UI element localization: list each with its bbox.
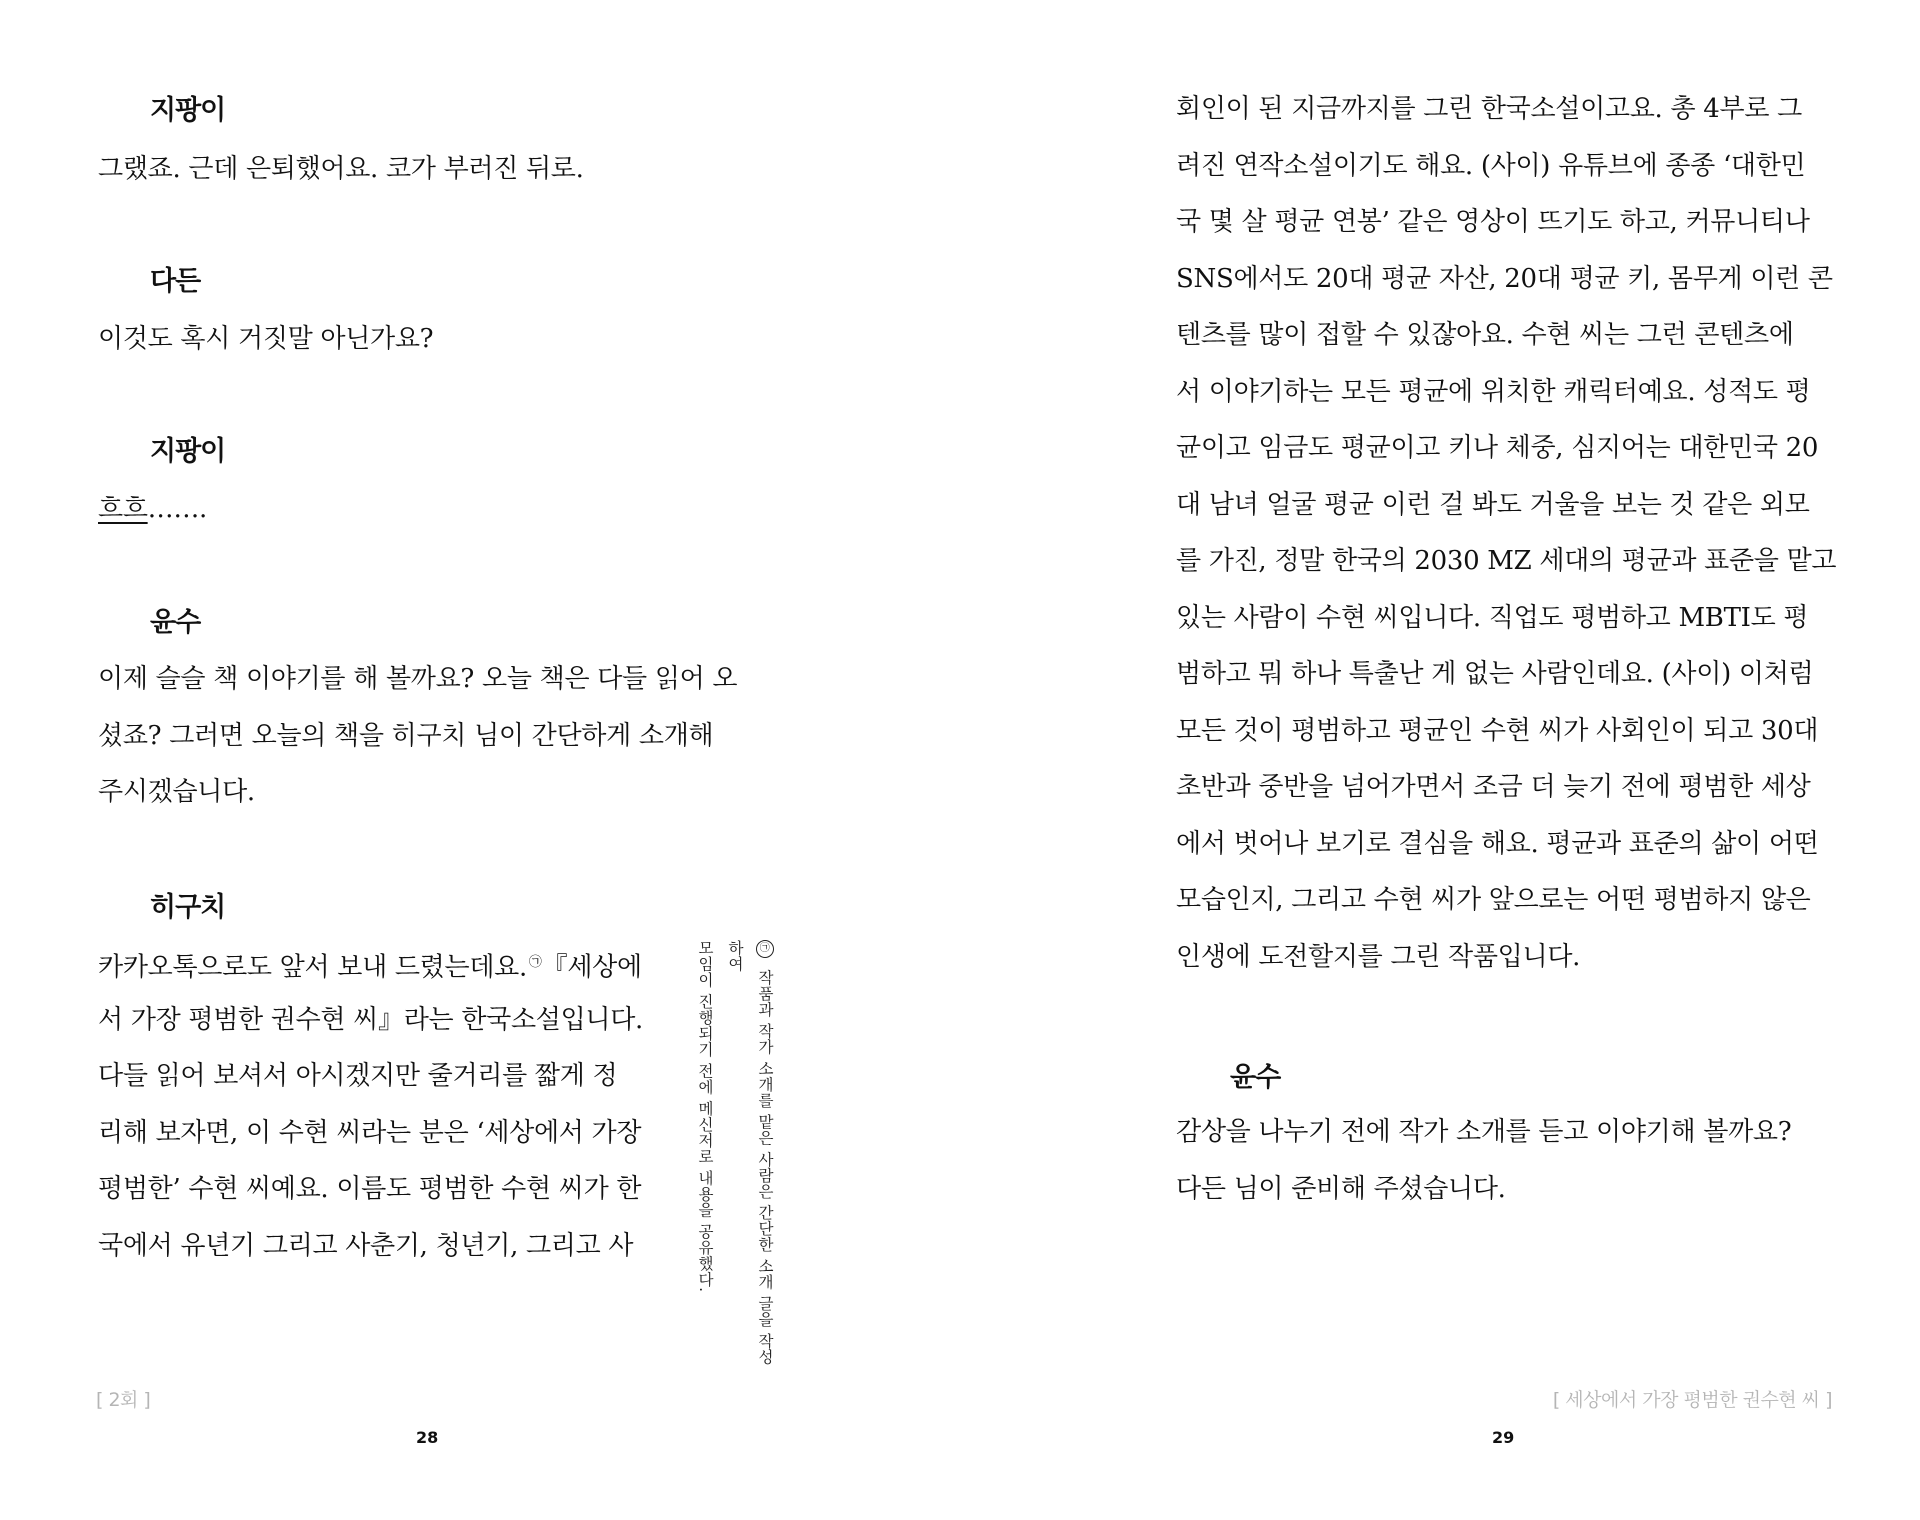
dialogue-line: 이제 슬슬 책 이야기를 해 볼까요? 오늘 책은 다들 읽어 오 — [98, 664, 738, 694]
speaker-name: 히구치 — [150, 892, 226, 923]
dialogue-line — [98, 481, 758, 538]
dialogue-line: 모습인지, 그리고 수현 씨가 앞으로는 어떤 평범하지 않은 — [1176, 885, 1811, 915]
dialogue-paragraph — [98, 481, 758, 538]
dialogue-line: 인생에 도전할지를 그린 작품입니다. — [1176, 941, 1581, 972]
dialogue-line: 셨죠? 그러면 오늘의 책을 히구치 님이 간단하게 소개해 — [98, 720, 714, 751]
dialogue-paragraph — [98, 651, 758, 821]
dialogue-line: 회인이 된 지금까지를 그린 한국소설이고요. 총 4부로 그 — [1176, 94, 1802, 124]
dialogue-line: 초반과 중반을 넘어가면서 조금 더 늦기 전에 평범한 세상 — [1176, 772, 1811, 802]
page-number: 28 — [416, 1428, 439, 1447]
dialogue-line: 텐츠를 많이 접할 수 있잖아요. 수현 씨는 그런 콘텐츠에 — [1176, 320, 1794, 350]
dialogue-line: SNS에서도 20대 평균 자산, 20대 평균 키, 몸무게 이런 콘 — [1176, 263, 1833, 294]
dialogue-line: 서 가장 평범한 권수현 씨』라는 한국소설입니다. — [98, 1004, 643, 1035]
dialogue-line: 그랬죠. 근데 은퇴했어요. 코가 부러진 뒤로. — [98, 154, 584, 184]
dialogue-line: 국 몇 살 평균 연봉’ 같은 영상이 뜨기도 하고, 커뮤니티나 — [1176, 207, 1810, 237]
text-before-note: 카카오톡으로도 앞서 보내 드렸는데요. — [98, 952, 527, 983]
running-head: [ 세상에서 가장 평범한 권수현 씨 ] — [1552, 1389, 1832, 1411]
dialogue-line: 평범한’ 수현 씨예요. 이름도 평범한 수현 씨가 한 — [98, 1174, 642, 1204]
dialogue-paragraph — [1176, 1104, 1856, 1217]
footnote-marker: ㉠ — [756, 940, 774, 958]
speaker-name: 윤수 — [1230, 1062, 1281, 1093]
dialogue-line: 있는 사람이 수현 씨입니다. 직업도 평범하고 MBTI도 평 — [1176, 602, 1809, 633]
dialogue-paragraph — [98, 935, 758, 1274]
footnote-reference-mark: ㉠ — [528, 955, 542, 970]
dialogue-line: 서 이야기하는 모든 평균에 위치한 캐릭터예요. 성적도 평 — [1176, 376, 1811, 407]
dialogue-line: 범하고 뭐 하나 특출난 게 없는 사람인데요. (사이) 이처럼 — [1176, 659, 1814, 689]
dialogue-line: 모든 것이 평범하고 평균인 수현 씨가 사회인이 되고 30대 — [1176, 715, 1819, 746]
footnote-line: 모임이 진행되기 전에 메신저로 내용을 공유했다. — [696, 940, 714, 1293]
dialogue-line: 다들 읽어 보셔서 아시겠지만 줄거리를 짧게 정 — [98, 1061, 618, 1091]
right-page — [960, 0, 1920, 1520]
ellipsis-text: ……. — [147, 494, 208, 524]
dialogue-line: 대 남녀 얼굴 평균 이런 걸 봐도 거울을 보는 것 같은 외모 — [1176, 489, 1810, 520]
page-number: 29 — [1492, 1428, 1515, 1447]
dialogue-line: 려진 연작소설이기도 해요. (사이) 유튜브에 종종 ‘대한민 — [1176, 150, 1806, 181]
dialogue-line: 균이고 임금도 평균이고 키나 체중, 심지어는 대한민국 20 — [1176, 433, 1819, 463]
text-after-note: 『세상에 — [541, 952, 642, 983]
speaker-name: 지팡이 — [150, 436, 226, 467]
dialogue-line: 이것도 혹시 거짓말 아닌가요? — [98, 324, 434, 354]
speaker-name: 윤수 — [150, 607, 201, 638]
vertical-footnote — [690, 940, 780, 1380]
speaker-name: 지팡이 — [150, 95, 226, 126]
dialogue-line: 국에서 유년기 그리고 사춘기, 청년기, 그리고 사 — [98, 1230, 634, 1261]
underlined-text: 흐흐 — [98, 494, 148, 524]
dialogue-paragraph — [1176, 81, 1856, 985]
dialogue-line: 감상을 나누기 전에 작가 소개를 듣고 이야기해 볼까요? — [1176, 1117, 1792, 1147]
dialogue-line: 다든 님이 준비해 주셨습니다. — [1176, 1173, 1506, 1204]
dialogue-line: 를 가진, 정말 한국의 2030 MZ 세대의 평균과 표준을 맡고 — [1176, 546, 1837, 576]
dialogue-line: 주시겠습니다. — [98, 777, 255, 807]
dialogue-paragraph — [98, 141, 758, 198]
dialogue-line — [98, 935, 758, 992]
dialogue-paragraph — [98, 311, 758, 368]
footnote-line: 작품과 작가 소개를 맡은 사람은 간단한 소개 글을 작성하여 — [726, 940, 774, 1365]
dialogue-line: 리해 보자면, 이 수현 씨라는 분은 ‘세상에서 가장 — [98, 1117, 642, 1148]
speaker-name: 다든 — [150, 266, 201, 297]
dialogue-line: 에서 벗어나 보기로 결심을 해요. 평균과 표준의 삶이 어떤 — [1176, 828, 1819, 859]
running-head: [ 2회 ] — [96, 1389, 151, 1411]
